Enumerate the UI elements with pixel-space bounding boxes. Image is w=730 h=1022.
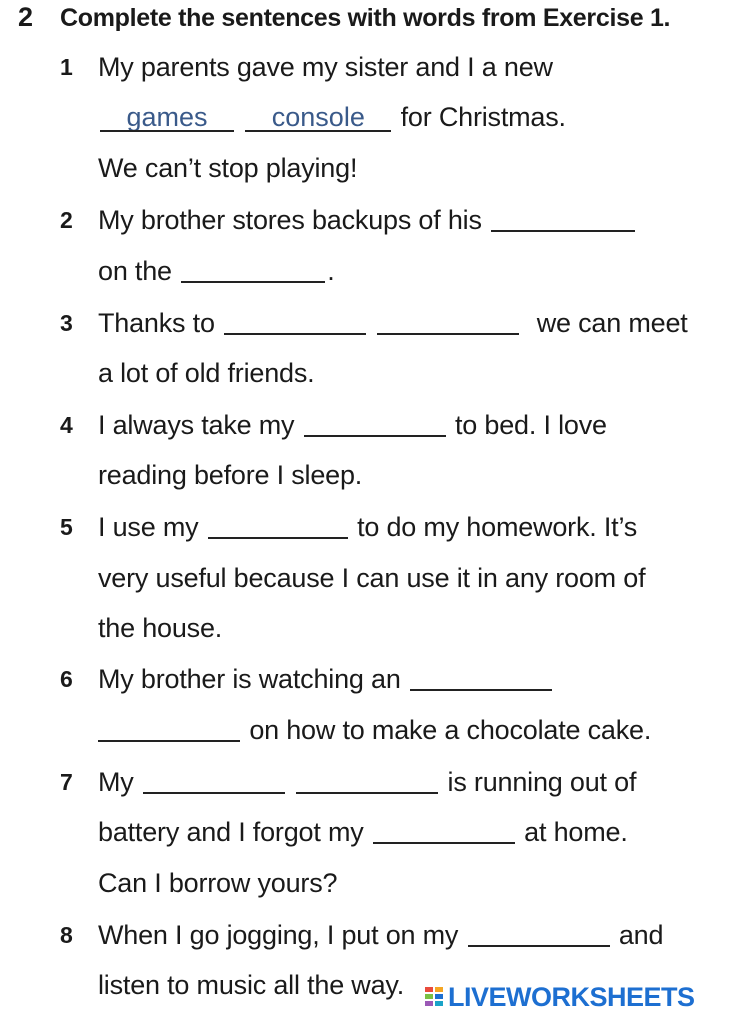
item-line <box>98 713 651 747</box>
item-text: My brother is watching an <box>98 664 401 694</box>
item-text: for Christmas. <box>400 102 566 132</box>
item-text: is running out of <box>447 767 637 797</box>
answer-blank[interactable] <box>491 210 635 232</box>
item-text: and <box>618 920 664 950</box>
item-text: reading before I sleep. <box>98 460 363 490</box>
item-line <box>98 815 628 849</box>
item-text: the house. <box>98 613 223 643</box>
answer-blank[interactable] <box>245 104 391 132</box>
item-line <box>98 203 637 237</box>
item-text: battery and I forgot my <box>98 817 364 847</box>
item-line <box>98 254 335 288</box>
item-number: 1 <box>60 54 73 80</box>
item-text: on how to make a chocolate cake. <box>249 715 652 745</box>
item-text: When I go jogging, I put on my <box>98 920 459 950</box>
answer-blank[interactable] <box>377 313 519 335</box>
item-text: . <box>327 256 335 286</box>
item-text: listen to music all the way. <box>98 970 405 1000</box>
liveworksheets-logo <box>424 982 695 1013</box>
item-number: 6 <box>60 666 73 692</box>
item-line <box>98 100 566 134</box>
item-number: 2 <box>60 207 73 233</box>
item-text: to bed. I love <box>455 410 607 440</box>
exercise-instruction: Complete the sentences with words from Exercise 1. <box>60 4 671 32</box>
answer-blank[interactable] <box>410 669 552 691</box>
item-text: My <box>98 767 134 797</box>
item-line <box>98 918 663 952</box>
exercise-heading <box>18 2 670 33</box>
item-text: My brother stores backups of his <box>98 205 482 235</box>
item-line <box>98 408 607 442</box>
item-text: We can’t stop playing! <box>98 153 358 183</box>
item-line <box>98 765 636 799</box>
item-number: 8 <box>60 922 73 948</box>
item-text: My parents gave my sister and I a new <box>98 52 553 82</box>
item-line <box>98 306 688 340</box>
item-number: 5 <box>60 514 73 540</box>
item-text: very useful because I can use it in any room of <box>98 563 646 593</box>
item-text: a lot of old friends. <box>98 358 315 388</box>
item-line <box>98 510 637 544</box>
item-text: Can I borrow yours? <box>98 868 338 898</box>
item-number: 7 <box>60 769 73 795</box>
answer-blank[interactable] <box>100 104 234 132</box>
exercise-number: 2 <box>18 2 33 32</box>
item-text: we can meet <box>536 308 688 338</box>
item-text: I use my <box>98 512 199 542</box>
answer-blank[interactable] <box>296 772 438 794</box>
liveworksheets-wordmark: LIVEWORKSHEETS <box>448 982 695 1012</box>
item-text: I always take my <box>98 410 295 440</box>
answer-blank[interactable] <box>143 772 285 794</box>
item-text: at home. <box>524 817 628 847</box>
answer-blank[interactable] <box>304 415 446 437</box>
liveworksheets-icon <box>424 986 444 1010</box>
item-number: 3 <box>60 310 73 336</box>
item-number: 4 <box>60 412 73 438</box>
item-text: on the <box>98 256 172 286</box>
answer-blank[interactable] <box>224 313 366 335</box>
answer-blank[interactable] <box>181 261 325 283</box>
answer-blank[interactable] <box>373 822 515 844</box>
answer-blank[interactable] <box>208 517 348 539</box>
item-line <box>98 662 554 696</box>
item-text: to do my homework. It’s <box>357 512 638 542</box>
answer-blank[interactable] <box>468 925 610 947</box>
answer-blank[interactable] <box>98 720 240 742</box>
item-text: Thanks to <box>98 308 215 338</box>
